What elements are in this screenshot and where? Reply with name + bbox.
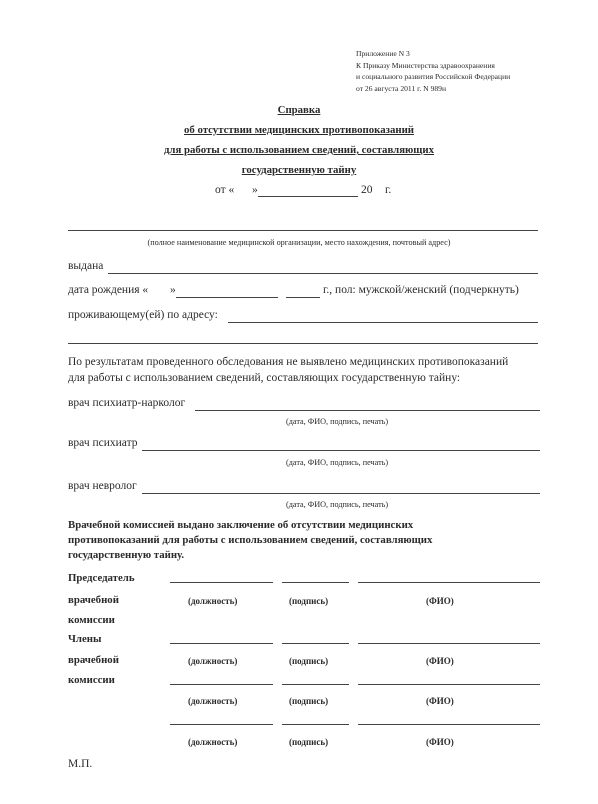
doctor-signature-line[interactable] — [195, 410, 540, 411]
members-label: врачебной — [68, 654, 119, 666]
document-subtitle: государственную тайну — [241, 164, 357, 176]
appendix-line: К Приказу Министерства здравоохранения — [356, 60, 495, 70]
address-label: проживающему(ей) по адресу: — [68, 309, 218, 321]
appendix-line: Приложение N 3 — [356, 49, 410, 58]
position-caption: (должность) — [188, 596, 238, 606]
member-name-line[interactable] — [358, 643, 540, 644]
stamp-place-label: М.П. — [68, 758, 93, 770]
address-field-line-2[interactable] — [68, 343, 538, 344]
member-name-line[interactable] — [358, 684, 540, 685]
members-label: Члены — [68, 633, 102, 645]
birth-date-field-line[interactable] — [176, 297, 278, 298]
member-signature-line[interactable] — [282, 684, 349, 685]
chairman-label: Председатель — [68, 572, 135, 584]
organization-field-line[interactable] — [68, 230, 538, 231]
name-caption: (ФИО) — [426, 737, 454, 747]
chairman-position-line[interactable] — [170, 582, 273, 583]
chairman-label: комиссии — [68, 614, 115, 626]
year-sex-label: г., пол: мужской/женский (подчеркнуть) — [323, 284, 519, 296]
name-caption: (ФИО) — [426, 656, 454, 666]
exam-result-text: для работы с использованием сведений, составляющих государственную тайну: — [68, 372, 461, 384]
issued-to-field-line[interactable] — [108, 273, 538, 274]
doctor-label-psychiatrist: врач психиатр — [68, 437, 138, 449]
chairman-label: врачебной — [68, 594, 119, 606]
commission-statement: Врачебной комиссией выдано заключение об отсутствии медицинских — [68, 519, 414, 531]
member-name-line[interactable] — [358, 724, 540, 725]
date-year-prefix: 20 — [361, 184, 373, 196]
appendix-line: и социального развития Российской Федерации — [356, 72, 511, 82]
date-year-suffix: г. — [385, 184, 392, 196]
date-from-label: от « — [215, 184, 235, 196]
members-label: комиссии — [68, 674, 115, 686]
signature-caption: (подпись) — [289, 696, 329, 706]
birth-date-label: дата рождения « — [68, 284, 149, 296]
document-subtitle: для работы с использованием сведений, составляющих — [163, 144, 435, 156]
position-caption: (должность) — [188, 737, 238, 747]
commission-statement: государственную тайну. — [68, 549, 185, 561]
exam-result-text: По результатам проведенного обследования не выявлено медицинских противопоказаний — [68, 356, 509, 368]
doctor-label-neurologist: врач невролог — [68, 480, 137, 492]
birth-year-field-line[interactable] — [286, 297, 320, 298]
address-field-line[interactable] — [228, 322, 538, 323]
chairman-signature-line[interactable] — [282, 582, 349, 583]
signature-caption: (подпись) — [289, 737, 329, 747]
document-subtitle: об отсутствии медицинских противопоказаний — [183, 124, 415, 136]
doctor-caption: (дата, ФИО, подпись, печать) — [286, 500, 389, 509]
signature-caption: (подпись) — [289, 596, 329, 606]
doctor-caption: (дата, ФИО, подпись, печать) — [286, 417, 389, 426]
date-close-quote: » — [252, 184, 258, 196]
name-caption: (ФИО) — [426, 696, 454, 706]
organization-caption: (полное наименование медицинской организации, место нахождения, почтовый адрес) — [147, 238, 451, 247]
doctor-signature-line[interactable] — [142, 493, 540, 494]
commission-statement: противопоказаний для работы с использованием сведений, составляющих — [68, 534, 433, 546]
date-field-line[interactable] — [258, 196, 358, 197]
member-position-line[interactable] — [170, 724, 273, 725]
birth-date-close-quote: » — [170, 284, 176, 296]
doctor-label-psychiatrist-narcologist: врач психиатр-нарколог — [68, 397, 186, 409]
doctor-signature-line[interactable] — [142, 450, 540, 451]
appendix-note — [356, 48, 510, 94]
issued-to-label: выдана — [68, 260, 104, 272]
position-caption: (должность) — [188, 656, 238, 666]
document-title: Справка — [277, 104, 321, 116]
appendix-line: от 26 августа 2011 г. N 989н — [356, 83, 447, 93]
member-signature-line[interactable] — [282, 724, 349, 725]
position-caption: (должность) — [188, 696, 238, 706]
name-caption: (ФИО) — [426, 596, 454, 606]
member-position-line[interactable] — [170, 684, 273, 685]
member-position-line[interactable] — [170, 643, 273, 644]
signature-caption: (подпись) — [289, 656, 329, 666]
chairman-name-line[interactable] — [358, 582, 540, 583]
doctor-caption: (дата, ФИО, подпись, печать) — [286, 458, 389, 467]
member-signature-line[interactable] — [282, 643, 349, 644]
